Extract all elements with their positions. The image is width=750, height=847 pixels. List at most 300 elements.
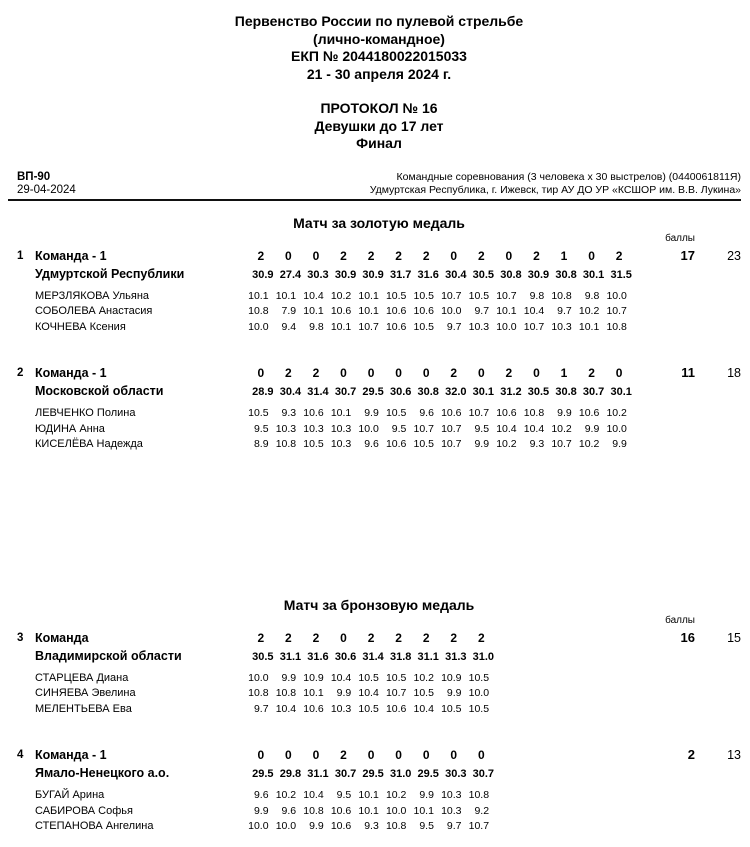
shooter-series bbox=[247, 702, 633, 718]
series-point-value: 2 bbox=[257, 248, 265, 263]
team-name bbox=[35, 247, 247, 283]
team-name bbox=[35, 364, 247, 400]
team-series bbox=[247, 629, 633, 665]
event-venue: Удмуртская Республика, г. Ижевск, тир АУ ДО УР «КСШОР им. В.В. Лукина» bbox=[369, 183, 741, 196]
match-title: Матч за бронзовую медаль bbox=[283, 596, 475, 613]
shot-value: 10.8 bbox=[385, 820, 407, 832]
series-point-value: 2 bbox=[477, 630, 485, 645]
series-point-value: 2 bbox=[422, 630, 430, 645]
shooter-row bbox=[17, 422, 741, 438]
shooter-name: СОБОЛЕВА Анастасия bbox=[35, 305, 153, 317]
shot-value: 10.1 bbox=[303, 305, 324, 317]
team-match-score: 2 bbox=[687, 747, 695, 762]
shot-value: 10.8 bbox=[606, 320, 627, 333]
team-head-row bbox=[17, 247, 741, 283]
shot-value: 9.9 bbox=[253, 804, 269, 817]
shooter-rank-spacer bbox=[17, 422, 35, 438]
shooter-row bbox=[17, 819, 741, 835]
match-title: Матч за золотую медаль bbox=[293, 214, 465, 231]
team-rank: 1 bbox=[17, 249, 24, 262]
series-point-value: 2 bbox=[395, 630, 402, 645]
shooter-list bbox=[17, 289, 741, 336]
competition-title-line: 21 - 30 апреля 2024 г. bbox=[306, 65, 452, 82]
series-total-value: 30.3 bbox=[445, 768, 467, 780]
shot-value: 10.2 bbox=[275, 789, 297, 801]
series-total-value: 30.3 bbox=[307, 268, 329, 281]
shot-value: 10.1 bbox=[358, 305, 379, 317]
team-match-score: 17 bbox=[680, 247, 695, 263]
series-totals-row bbox=[247, 649, 633, 665]
series-total-value: 30.7 bbox=[472, 768, 495, 780]
shooter-series bbox=[247, 819, 633, 835]
team-name-line2: Московской области bbox=[35, 384, 164, 398]
series-total-value: 30.7 bbox=[582, 386, 605, 398]
team-secondary-score: 13 bbox=[727, 748, 741, 762]
shot-value: 10.1 bbox=[358, 789, 379, 801]
series-point-value: 0 bbox=[477, 366, 485, 380]
shot-value: 10.6 bbox=[330, 305, 352, 317]
shot-value: 10.3 bbox=[441, 789, 462, 801]
shot-value: 10.5 bbox=[385, 407, 407, 419]
shooter-name: СИНЯЕВА Эвелина bbox=[35, 687, 136, 699]
shot-value: 10.1 bbox=[330, 407, 352, 419]
shot-value: 9.6 bbox=[419, 407, 434, 419]
shot-value: 10.5 bbox=[413, 289, 434, 302]
shooter-name: МЕЛЕНТЬЕВА Ева bbox=[35, 702, 132, 715]
shot-value: 9.4 bbox=[281, 320, 297, 333]
shot-value: 10.7 bbox=[496, 289, 517, 302]
shot-value: 10.4 bbox=[413, 702, 434, 715]
shooter-name: СТЕПАНОВА Ангелина bbox=[35, 820, 154, 832]
team-match-score: 11 bbox=[681, 365, 695, 380]
shot-value: 10.2 bbox=[551, 422, 572, 435]
shot-row bbox=[247, 304, 633, 320]
series-total-value: 27.4 bbox=[279, 268, 302, 281]
shot-value: 9.5 bbox=[474, 422, 490, 435]
series-point-value: 2 bbox=[395, 248, 402, 263]
series-total-value: 30.9 bbox=[334, 268, 357, 281]
series-point-value: 2 bbox=[450, 630, 458, 645]
shooter-row bbox=[17, 804, 741, 820]
series-total-value: 31.4 bbox=[307, 386, 329, 398]
series-points-row bbox=[247, 629, 633, 647]
team-name-line2: Ямало-Ненецкого а.о. bbox=[35, 766, 170, 780]
shot-value: 9.6 bbox=[281, 804, 297, 817]
shot-value: 9.8 bbox=[529, 289, 545, 302]
shot-value: 9.8 bbox=[309, 320, 324, 333]
series-total-value: 30.7 bbox=[334, 768, 357, 780]
series-total-value: 31.4 bbox=[362, 650, 384, 663]
shot-value: 10.4 bbox=[523, 422, 545, 435]
shot-value: 9.5 bbox=[253, 422, 269, 435]
shot-value: 10.5 bbox=[468, 702, 490, 715]
shot-row bbox=[247, 702, 633, 718]
series-total-value: 31.5 bbox=[610, 268, 632, 281]
shooter-series bbox=[247, 437, 633, 453]
shooter-row bbox=[17, 686, 741, 702]
shot-row bbox=[247, 804, 633, 820]
series-total-value: 30.4 bbox=[279, 386, 302, 398]
shot-value: 9.9 bbox=[364, 407, 379, 419]
shot-value: 9.9 bbox=[446, 687, 462, 699]
meta-left bbox=[17, 171, 76, 197]
team-name-line1: Команда - 1 bbox=[35, 366, 107, 380]
team-secondary-score: 15 bbox=[727, 630, 741, 645]
shot-value: 10.8 bbox=[303, 804, 324, 817]
shot-value: 10.0 bbox=[275, 820, 297, 832]
shot-value: 10.7 bbox=[468, 407, 490, 419]
shot-value: 9.7 bbox=[253, 702, 269, 715]
series-total-value: 30.8 bbox=[417, 386, 439, 398]
shot-value: 9.9 bbox=[557, 407, 572, 419]
series-total-value: 31.1 bbox=[417, 650, 439, 663]
shot-value: 10.5 bbox=[413, 438, 434, 450]
shot-value: 10.3 bbox=[330, 422, 352, 435]
shot-value: 10.7 bbox=[523, 320, 545, 333]
team-series bbox=[247, 247, 633, 283]
shooter-name: ЮДИНА Анна bbox=[35, 422, 105, 435]
match-section bbox=[17, 597, 741, 835]
shot-value: 10.6 bbox=[303, 702, 324, 715]
series-point-value: 2 bbox=[312, 366, 320, 380]
shooter-row bbox=[17, 788, 741, 804]
series-point-value: 0 bbox=[422, 748, 430, 762]
series-points-row bbox=[247, 746, 633, 764]
shooter-list bbox=[17, 406, 741, 453]
shooter-list bbox=[17, 788, 741, 835]
score-label-spacer bbox=[17, 233, 633, 245]
series-totals-row bbox=[247, 766, 633, 782]
shot-value: 9.3 bbox=[364, 820, 379, 832]
shooter-series bbox=[247, 406, 633, 422]
team-list bbox=[17, 629, 741, 835]
series-totals-row bbox=[247, 267, 633, 283]
series-total-value: 30.8 bbox=[500, 268, 522, 281]
series-total-value: 30.4 bbox=[445, 268, 467, 281]
shot-value: 9.7 bbox=[474, 305, 490, 317]
team-name-line1: Команда - 1 bbox=[35, 748, 107, 762]
shot-value: 10.5 bbox=[441, 702, 462, 715]
series-point-value: 2 bbox=[615, 248, 623, 263]
shooter-rank-spacer bbox=[17, 437, 35, 453]
series-point-value: 0 bbox=[312, 248, 320, 263]
series-total-value: 30.7 bbox=[334, 386, 357, 398]
team-name-line2: Владимирской области bbox=[35, 648, 182, 663]
shot-value: 10.6 bbox=[578, 407, 600, 419]
shooter-name: СТАРЦЕВА Диана bbox=[35, 671, 129, 684]
series-point-value: 0 bbox=[395, 748, 402, 762]
series-total-value: 30.6 bbox=[389, 386, 412, 398]
shot-value: 10.6 bbox=[385, 320, 407, 333]
shot-value: 10.6 bbox=[330, 804, 352, 817]
team-name-line1: Команда - 1 bbox=[35, 248, 107, 263]
shot-value: 10.4 bbox=[303, 289, 324, 302]
team-head-row bbox=[17, 629, 741, 665]
series-total-value: 29.5 bbox=[252, 768, 274, 780]
series-point-value: 0 bbox=[588, 248, 595, 263]
series-total-value: 31.6 bbox=[417, 268, 439, 281]
shot-value: 10.5 bbox=[303, 438, 324, 450]
series-total-value: 30.5 bbox=[252, 650, 274, 663]
shot-value: 10.9 bbox=[303, 671, 324, 684]
shot-value: 10.5 bbox=[468, 671, 490, 684]
shooter-series bbox=[247, 304, 633, 320]
shot-value: 10.1 bbox=[330, 320, 352, 333]
shot-value: 10.6 bbox=[441, 407, 462, 419]
shot-value: 9.9 bbox=[612, 438, 627, 450]
series-point-value: 2 bbox=[450, 366, 458, 380]
series-total-value: 30.8 bbox=[555, 386, 577, 398]
series-total-value: 30.1 bbox=[472, 386, 495, 398]
shot-value: 10.1 bbox=[275, 289, 297, 302]
series-point-value: 0 bbox=[367, 366, 375, 380]
shot-value: 10.0 bbox=[248, 671, 269, 684]
shot-value: 9.9 bbox=[474, 438, 490, 450]
series-point-value: 2 bbox=[367, 248, 375, 263]
shot-value: 10.7 bbox=[358, 320, 379, 333]
meta-right bbox=[370, 171, 741, 197]
shot-value: 10.4 bbox=[496, 422, 517, 435]
shot-value: 9.6 bbox=[364, 438, 379, 450]
shot-value: 10.7 bbox=[441, 422, 462, 435]
series-total-value: 31.6 bbox=[307, 650, 329, 663]
shot-value: 10.2 bbox=[496, 438, 517, 450]
series-point-value: 0 bbox=[477, 748, 485, 762]
series-points-row bbox=[247, 247, 633, 265]
shooter-series bbox=[247, 320, 633, 336]
shot-value: 10.0 bbox=[468, 687, 490, 699]
shot-value: 10.0 bbox=[385, 804, 407, 817]
series-total-value: 30.9 bbox=[362, 268, 384, 281]
shot-value: 9.9 bbox=[281, 671, 297, 684]
shot-value: 10.6 bbox=[413, 305, 434, 317]
shot-value: 10.5 bbox=[358, 671, 379, 684]
shot-value: 9.7 bbox=[446, 820, 462, 832]
shot-value: 10.8 bbox=[248, 687, 269, 699]
shot-value: 10.5 bbox=[248, 407, 269, 419]
shot-value: 10.2 bbox=[330, 289, 352, 302]
score-label-spacer bbox=[17, 615, 633, 627]
shot-value: 10.4 bbox=[275, 702, 297, 715]
shot-value: 10.8 bbox=[523, 407, 545, 419]
shot-value: 10.4 bbox=[330, 671, 352, 684]
shooter-series bbox=[247, 804, 633, 820]
team-name bbox=[35, 629, 247, 665]
series-point-value: 1 bbox=[560, 248, 568, 263]
shot-value: 10.6 bbox=[385, 305, 407, 317]
series-total-value: 31.2 bbox=[500, 386, 522, 398]
shot-value: 10.0 bbox=[248, 320, 269, 333]
protocol-heading-line: Финал bbox=[356, 135, 402, 151]
team-head-row bbox=[17, 746, 741, 782]
shot-value: 10.6 bbox=[496, 407, 517, 419]
shooter-row bbox=[17, 702, 741, 718]
shot-value: 9.8 bbox=[584, 289, 600, 302]
shooter-rank-spacer bbox=[17, 406, 35, 422]
shot-value: 10.7 bbox=[385, 687, 407, 699]
team-rank: 2 bbox=[17, 367, 24, 379]
shot-value: 10.2 bbox=[413, 671, 434, 684]
shot-value: 10.3 bbox=[551, 320, 572, 333]
shooter-row bbox=[17, 671, 741, 687]
shot-value: 9.5 bbox=[419, 820, 434, 832]
shot-value: 10.1 bbox=[358, 289, 379, 302]
series-total-value: 29.5 bbox=[417, 768, 439, 780]
protocol-heading-line: ПРОТОКОЛ № 16 bbox=[320, 100, 438, 116]
series-total-value: 30.9 bbox=[527, 268, 550, 281]
shot-value: 10.6 bbox=[385, 438, 407, 450]
shooter-rank-spacer bbox=[17, 289, 35, 305]
shot-value: 10.5 bbox=[385, 671, 407, 684]
shot-row bbox=[247, 406, 633, 422]
event-date: 29-04-2024 bbox=[17, 183, 76, 196]
shooter-series bbox=[247, 686, 633, 702]
shot-value: 9.5 bbox=[391, 422, 407, 435]
event-format: Командные соревнования (3 человека х 30 выстрелов) (0440061811Я) bbox=[396, 170, 741, 183]
shot-value: 10.4 bbox=[358, 687, 379, 699]
shot-value: 10.7 bbox=[413, 422, 434, 435]
shot-value: 10.3 bbox=[330, 438, 352, 450]
shot-value: 10.6 bbox=[385, 702, 407, 715]
team-rank: 4 bbox=[17, 749, 24, 761]
series-total-value: 31.3 bbox=[445, 650, 467, 663]
series-point-value: 0 bbox=[312, 748, 320, 762]
series-point-value: 2 bbox=[367, 630, 375, 645]
shot-row bbox=[247, 437, 633, 453]
team-head-row bbox=[17, 364, 741, 400]
team-name-line2: Удмуртской Республики bbox=[35, 266, 185, 281]
series-total-value: 31.1 bbox=[307, 768, 329, 780]
shot-value: 10.0 bbox=[606, 289, 627, 302]
shot-value: 10.7 bbox=[606, 305, 627, 317]
shot-value: 9.9 bbox=[584, 422, 600, 435]
competition-title-line: ЕКП № 2044180022015033 bbox=[291, 48, 467, 64]
shot-value: 10.8 bbox=[248, 305, 269, 317]
shooter-series bbox=[247, 422, 633, 438]
shot-value: 9.9 bbox=[309, 820, 324, 832]
shooter-rank-spacer bbox=[17, 702, 35, 718]
series-point-value: 0 bbox=[505, 248, 513, 263]
series-total-value: 30.9 bbox=[252, 268, 274, 281]
shot-value: 10.0 bbox=[496, 320, 517, 333]
series-point-value: 2 bbox=[533, 248, 540, 263]
series-total-value: 29.5 bbox=[362, 768, 384, 780]
shot-value: 9.7 bbox=[446, 320, 462, 333]
team-rank: 3 bbox=[17, 631, 24, 644]
series-total-value: 30.5 bbox=[527, 386, 550, 398]
shot-value: 10.3 bbox=[303, 422, 324, 435]
shooter-row bbox=[17, 320, 741, 336]
series-point-value: 2 bbox=[340, 248, 347, 263]
competition-title bbox=[17, 13, 741, 83]
competition-title-line: Первенство России по пулевой стрельбе bbox=[234, 13, 524, 29]
shot-value: 10.1 bbox=[248, 289, 269, 302]
series-point-value: 0 bbox=[257, 748, 265, 762]
series-total-value: 32.0 bbox=[445, 386, 467, 398]
shot-value: 10.5 bbox=[468, 289, 490, 302]
team-name-line1: Команда bbox=[35, 630, 89, 645]
shooter-name: КИСЕЛЁВА Надежда bbox=[35, 438, 143, 450]
series-total-value: 30.5 bbox=[472, 268, 495, 281]
series-total-value: 29.8 bbox=[279, 768, 302, 780]
shot-value: 8.9 bbox=[253, 438, 269, 450]
team-secondary-score: 23 bbox=[727, 248, 741, 263]
shot-value: 9.3 bbox=[281, 407, 297, 419]
score-label-row bbox=[17, 233, 741, 245]
team-block bbox=[17, 746, 741, 835]
shot-value: 10.1 bbox=[303, 687, 324, 699]
shooter-rank-spacer bbox=[17, 819, 35, 835]
shot-row bbox=[247, 788, 633, 804]
series-total-value: 30.8 bbox=[555, 268, 577, 281]
series-point-value: 2 bbox=[477, 248, 485, 263]
score-label-row bbox=[17, 615, 741, 627]
shooter-name: САБИРОВА Софья bbox=[35, 804, 133, 817]
shooter-series bbox=[247, 788, 633, 804]
shooter-row bbox=[17, 437, 741, 453]
shot-value: 10.7 bbox=[441, 438, 462, 450]
series-point-value: 0 bbox=[340, 366, 347, 380]
shot-row bbox=[247, 686, 633, 702]
series-point-value: 0 bbox=[285, 748, 292, 762]
team-block bbox=[17, 247, 741, 336]
series-total-value: 30.1 bbox=[610, 386, 632, 398]
shot-row bbox=[247, 671, 633, 687]
shot-value: 10.5 bbox=[413, 687, 434, 699]
shot-value: 10.0 bbox=[441, 305, 462, 317]
shot-value: 9.7 bbox=[557, 305, 572, 317]
series-point-value: 0 bbox=[340, 630, 347, 645]
shot-value: 10.3 bbox=[275, 422, 297, 435]
series-total-value: 31.8 bbox=[389, 650, 412, 663]
series-total-value: 30.6 bbox=[334, 650, 357, 663]
shot-value: 9.5 bbox=[336, 789, 352, 801]
shooter-list bbox=[17, 671, 741, 718]
shot-value: 9.6 bbox=[253, 789, 269, 801]
series-total-value: 29.5 bbox=[362, 386, 384, 398]
shooter-name: ЛЕВЧЕНКО Полина bbox=[35, 407, 136, 419]
series-point-value: 2 bbox=[340, 748, 347, 762]
series-point-value: 1 bbox=[560, 366, 568, 380]
shot-value: 10.1 bbox=[413, 804, 434, 817]
shot-value: 10.2 bbox=[578, 305, 600, 317]
series-point-value: 0 bbox=[533, 366, 540, 380]
meta-strip bbox=[8, 171, 741, 201]
competition-title-line: (лично-командное) bbox=[313, 30, 445, 47]
shot-value: 10.7 bbox=[551, 438, 572, 450]
shooter-rank-spacer bbox=[17, 304, 35, 320]
series-total-value: 31.1 bbox=[279, 650, 302, 663]
shooter-rank-spacer bbox=[17, 320, 35, 336]
shot-value: 10.3 bbox=[441, 804, 462, 817]
shot-value: 9.3 bbox=[529, 438, 545, 450]
series-point-value: 0 bbox=[422, 366, 430, 380]
shooter-rank-spacer bbox=[17, 788, 35, 804]
protocol-heading bbox=[17, 100, 741, 153]
shot-value: 10.6 bbox=[330, 820, 352, 832]
team-series bbox=[247, 746, 633, 782]
shot-value: 10.2 bbox=[578, 438, 600, 450]
shot-value: 10.5 bbox=[358, 702, 379, 715]
shooter-row bbox=[17, 289, 741, 305]
match-section bbox=[17, 215, 741, 453]
shot-value: 10.0 bbox=[248, 820, 269, 832]
shooter-name: КОЧНЕВА Ксения bbox=[35, 320, 126, 333]
shot-value: 10.4 bbox=[303, 789, 324, 801]
team-block bbox=[17, 629, 741, 718]
shot-value: 10.0 bbox=[358, 422, 379, 435]
shot-value: 10.2 bbox=[385, 789, 407, 801]
